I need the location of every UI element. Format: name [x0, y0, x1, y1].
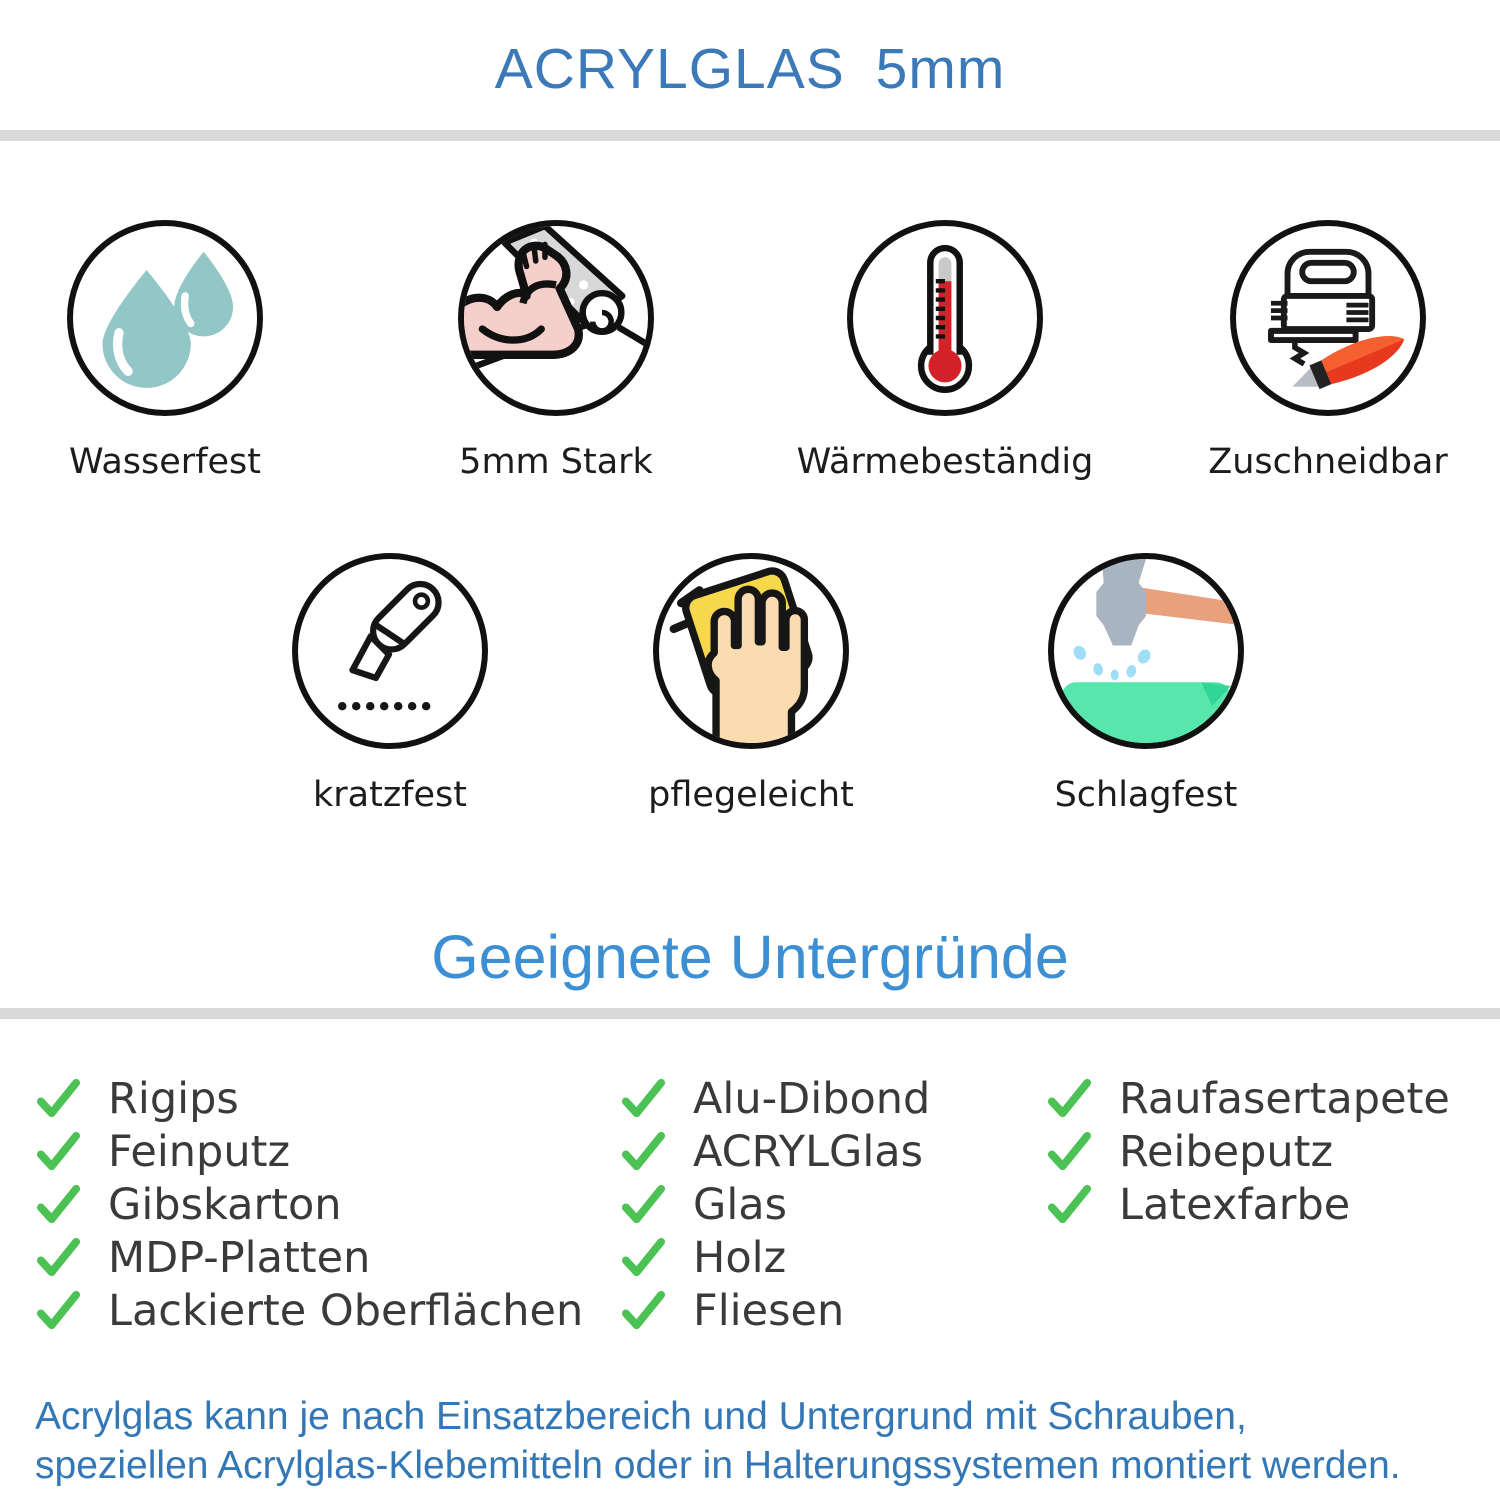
check-icon [1046, 1128, 1093, 1175]
footer-line-1: Acrylglas kann je nach Einsatzbereich und Untergrund mit Schrauben, [35, 1395, 1247, 1438]
feature-kratzfest [220, 553, 560, 815]
thermometer-icon [847, 220, 1043, 416]
feature-label: Schlagfest [1054, 775, 1238, 815]
list-item-label: Gibskarton [108, 1179, 342, 1230]
feature-label: kratzfest [312, 775, 467, 815]
list-item [35, 1125, 583, 1178]
list-item-label: Holz [693, 1232, 787, 1283]
feature-wasserfest [0, 220, 335, 482]
substrate-column-2 [620, 1072, 930, 1337]
hammer-icon [1048, 553, 1244, 749]
substrate-column-3 [1046, 1072, 1450, 1231]
check-icon [620, 1128, 667, 1175]
feature-label: Wasserfest [68, 442, 262, 482]
list-item-label: Fliesen [693, 1285, 845, 1336]
list-item [620, 1125, 930, 1178]
feature-pflegeleicht [581, 553, 921, 815]
footer-line-2: speziellen Acrylglas-Klebemitteln oder in Halterungssystemen montiert werden. [35, 1444, 1401, 1487]
list-item [35, 1072, 583, 1125]
substrate-column-1 [35, 1072, 583, 1337]
water-drops-icon [67, 220, 263, 416]
footer-note [35, 1392, 1401, 1490]
list-item [620, 1284, 930, 1337]
feature-label: 5mm Stark [459, 442, 653, 482]
list-item [1046, 1125, 1450, 1178]
list-item-label: Lackierte Oberflächen [108, 1285, 584, 1336]
check-icon [35, 1287, 82, 1334]
list-item [620, 1178, 930, 1231]
list-item [35, 1231, 583, 1284]
feature-zuschneidbar [1158, 220, 1498, 482]
jigsaw-icon [1230, 220, 1426, 416]
list-item-label: Reibeputz [1119, 1126, 1334, 1177]
feature-label: pflegeleicht [648, 775, 854, 815]
list-item-label: Raufasertapete [1119, 1073, 1450, 1124]
feature-5mm-stark [386, 220, 726, 482]
list-item [1046, 1072, 1450, 1125]
section-title: Geeignete Untergründe [431, 923, 1069, 991]
list-item [620, 1072, 930, 1125]
list-item-label: Alu-Dibond [693, 1073, 931, 1124]
list-item [1046, 1178, 1450, 1231]
feature-label: Wärmebeständig [796, 442, 1094, 482]
cutter-knife-icon [292, 553, 488, 749]
list-item-label: ACRYLGlas [693, 1126, 924, 1177]
feature-waermebestaendig [775, 220, 1115, 482]
top-divider [0, 130, 1500, 141]
check-icon [1046, 1075, 1093, 1122]
list-item-label: Rigips [108, 1073, 239, 1124]
list-item-label: Feinputz [108, 1126, 291, 1177]
cleaning-hand-icon [653, 553, 849, 749]
list-item-label: Latexfarbe [1119, 1179, 1351, 1230]
feature-label: Zuschneidbar [1208, 442, 1448, 482]
check-icon [35, 1075, 82, 1122]
list-item-label: MDP-Platten [108, 1232, 371, 1283]
feature-schlagfest [976, 553, 1316, 815]
check-icon [620, 1181, 667, 1228]
check-icon [35, 1181, 82, 1228]
check-icon [620, 1287, 667, 1334]
list-item [35, 1284, 583, 1337]
list-item [35, 1178, 583, 1231]
check-icon [1046, 1181, 1093, 1228]
section-divider [0, 1008, 1500, 1019]
page-title: ACRYLGLAS 5mm [494, 37, 1006, 101]
muscle-arm-icon [458, 220, 654, 416]
check-icon [35, 1128, 82, 1175]
check-icon [620, 1075, 667, 1122]
check-icon [620, 1234, 667, 1281]
list-item [620, 1231, 930, 1284]
list-item-label: Glas [693, 1179, 788, 1230]
check-icon [35, 1234, 82, 1281]
